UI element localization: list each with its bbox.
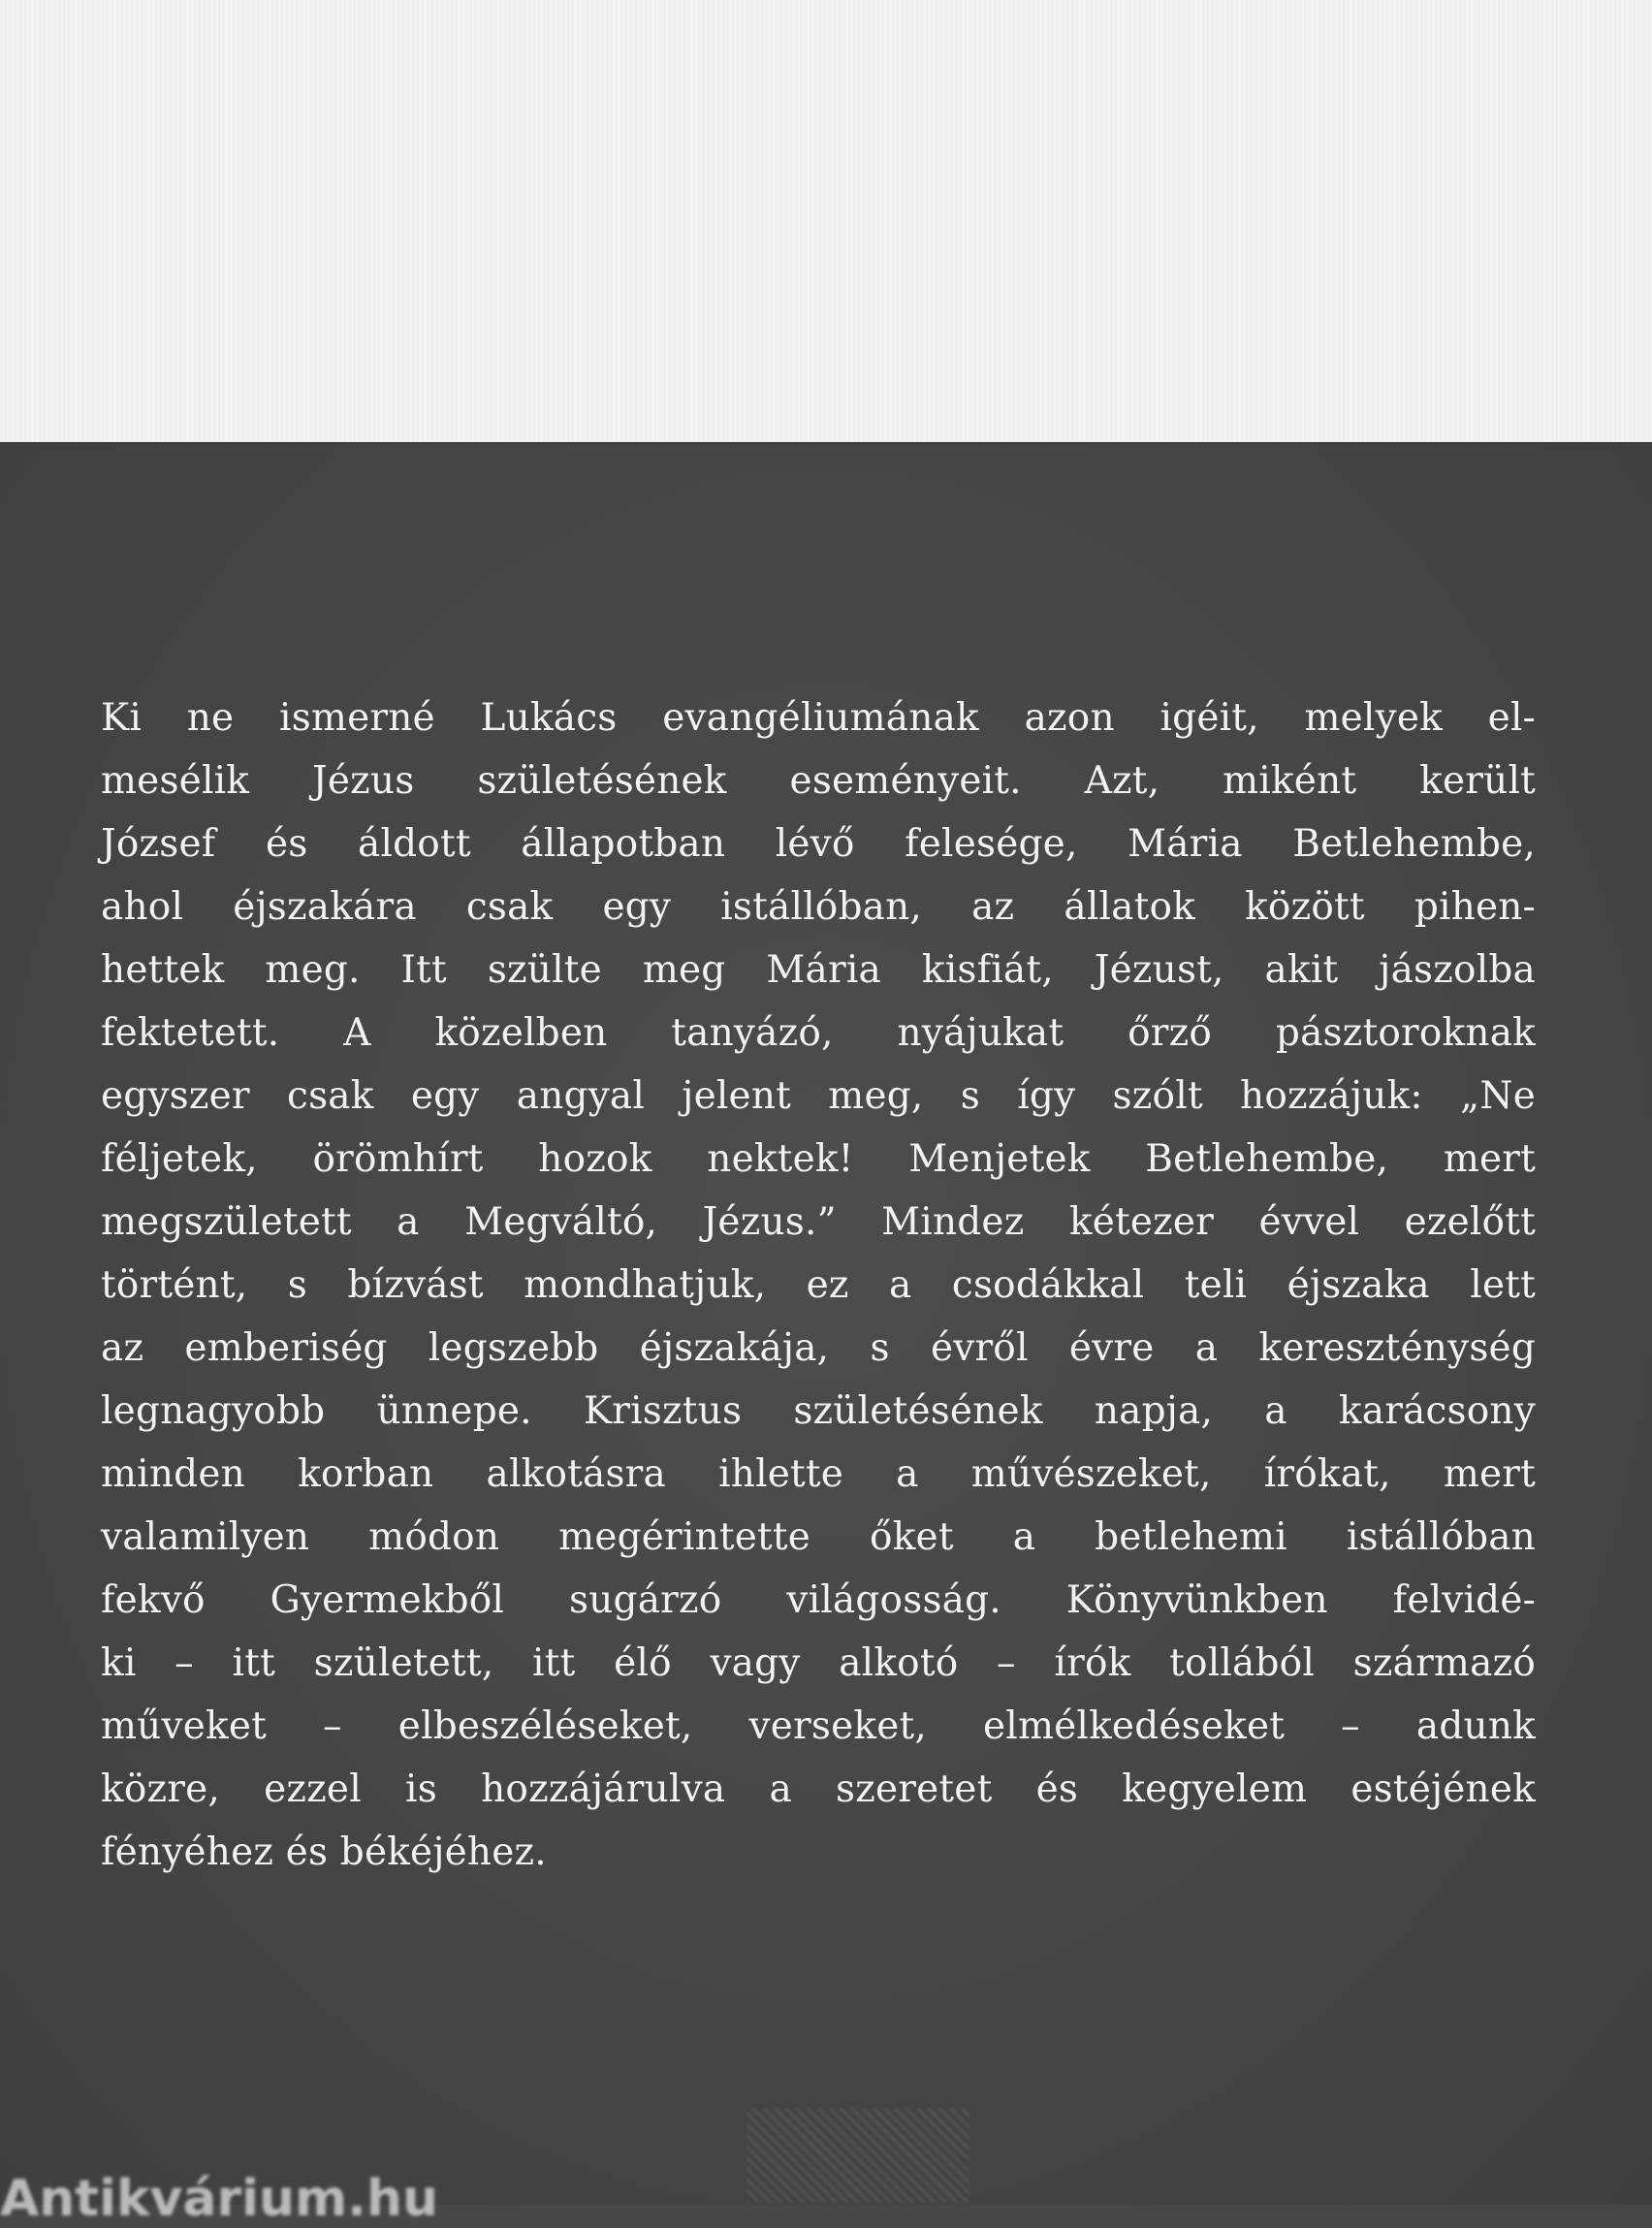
blurb-line: közre, ezzel is hozzájárulva a szeretet és kegyelem estéjének [101, 1767, 1536, 1811]
blurb-line: az emberiség legszebb éjszakája, s évről évre a kereszténység [101, 1326, 1536, 1370]
background-paper [0, 0, 1652, 442]
barcode-sticker-remnant [747, 2109, 969, 2203]
blurb-line: műveket – elbeszéléseket, verseket, elmélkedéseket – adunk [101, 1704, 1536, 1748]
blurb-line: valamilyen módon megérintette őket a betlehemi istállóban [101, 1515, 1536, 1559]
blurb-line: Ki ne ismerné Lukács evangéliumának azon igéit, melyek el- [101, 696, 1536, 740]
blurb-line: fekvő Gyermekből sugárzó világosság. Könyvünkben felvidé- [101, 1578, 1536, 1622]
blurb-line: egyszer csak egy angyal jelent meg, s így szólt hozzájuk: „Ne [101, 1074, 1536, 1118]
cover-blurb [101, 686, 1536, 1884]
blurb-line: minden korban alkotásra ihlette a művészeket, írókat, mert [101, 1452, 1536, 1496]
blurb-line: féljetek, örömhírt hozok nektek! Menjetek Betlehembe, mert [101, 1137, 1536, 1181]
blurb-line: József és áldott állapotban lévő felesége, Mária Betlehembe, [101, 822, 1536, 866]
blurb-line: mesélik Jézus születésének eseményeit. Azt, miként került [101, 759, 1536, 803]
blurb-line: fényéhez és békéjéhez. [101, 1830, 547, 1874]
blurb-line: hettek meg. Itt szülte meg Mária kisfiát, Jézust, akit jászolba [101, 948, 1536, 992]
blurb-line: történt, s bízvást mondhatjuk, ez a csodákkal teli éjszaka lett [101, 1263, 1536, 1307]
blurb-line: ahol éjszakára csak egy istállóban, az állatok között pihen- [101, 885, 1536, 929]
blurb-line: fektetett. A közelben tanyázó, nyájukat őrző pásztoroknak [101, 1011, 1536, 1055]
watermark: Antikvárium.hu [0, 2170, 438, 2228]
blurb-line: legnagyobb ünnepe. Krisztus születésének napja, a karácsony [101, 1389, 1536, 1433]
blurb-line: megszületett a Megváltó, Jézus.” Mindez kétezer évvel ezelőtt [101, 1200, 1536, 1244]
blurb-line: ki – itt született, itt élő vagy alkotó – írók tollából származó [101, 1641, 1536, 1685]
